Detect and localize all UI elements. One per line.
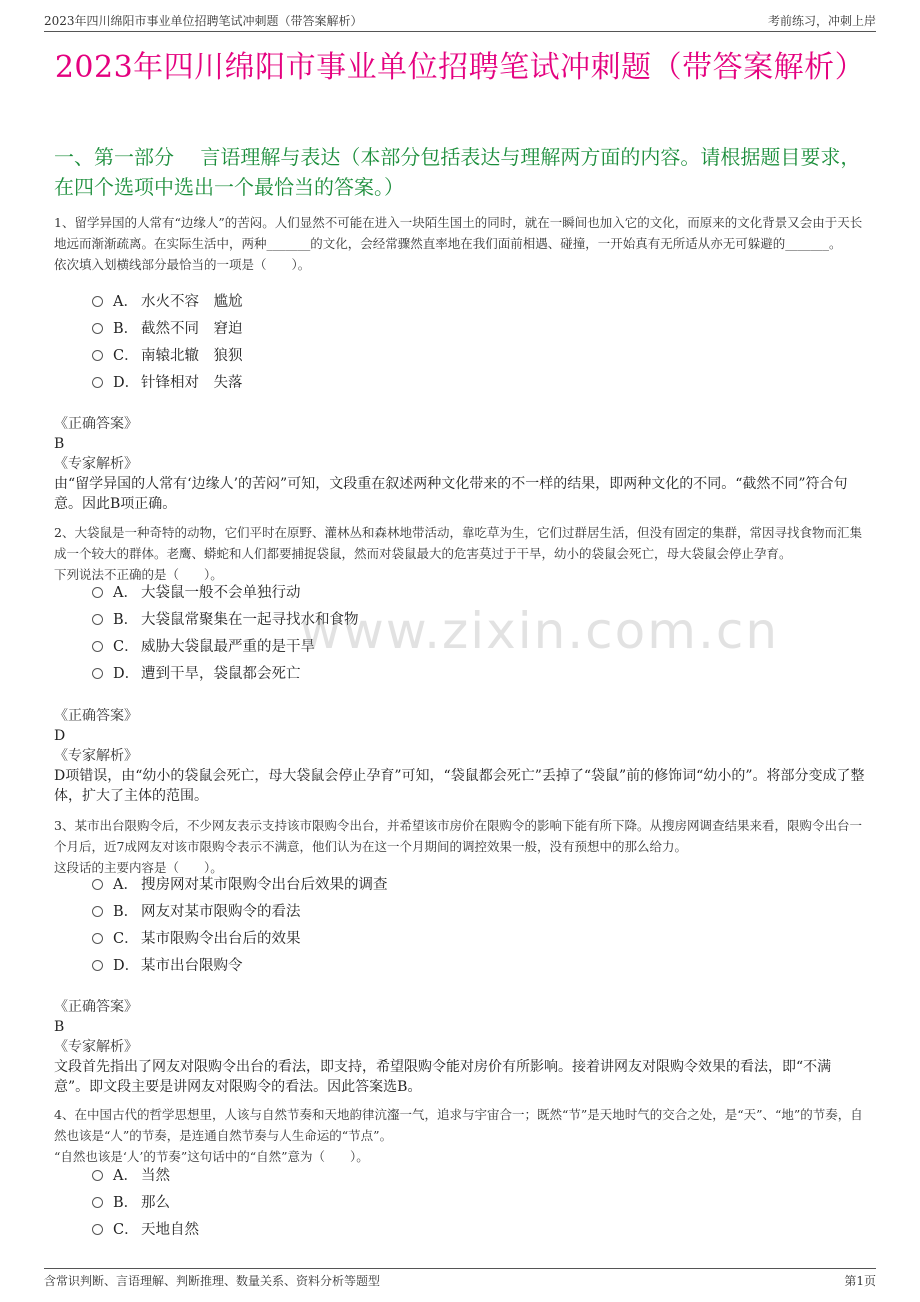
radio-icon[interactable] bbox=[92, 1197, 103, 1208]
options-q4 bbox=[92, 1163, 199, 1244]
radio-icon[interactable] bbox=[92, 377, 103, 388]
option-d[interactable]: D． 遭到干旱，袋鼠都会死亡 bbox=[92, 661, 359, 688]
option-b[interactable]: B． 大袋鼠常聚集在一起寻找水和食物 bbox=[92, 607, 359, 634]
answer-value: B bbox=[54, 1019, 65, 1035]
radio-icon[interactable] bbox=[92, 1170, 103, 1181]
header-left-text: 2023年四川绵阳市事业单位招聘笔试冲刺题（带答案解析） bbox=[44, 14, 363, 28]
option-c[interactable]: C． 天地自然 bbox=[92, 1217, 199, 1244]
header-right-text: 考前练习，冲刺上岸 bbox=[767, 14, 876, 28]
question-stem: 3、某市出台限购令后，不少网友表示支持该市限购令出台，并希望该市房价在限购令的影响下能有所下降。从搜房网调查结果来看，限购令出台一个月后，近7成网友对该市限购令表示不满意，他们认为在这一个月期间的调控效果一般，没有预想中的那么给力。 bbox=[54, 818, 862, 854]
radio-icon[interactable] bbox=[92, 906, 103, 917]
radio-icon[interactable] bbox=[92, 350, 103, 361]
page-header bbox=[44, 12, 876, 32]
analysis-label: 《专家解析》 bbox=[54, 1039, 138, 1055]
option-a[interactable]: A． 水火不容 尴尬 bbox=[92, 289, 243, 316]
analysis-label: 《专家解析》 bbox=[54, 456, 138, 472]
section-heading: 一、第一部分 言语理解与表达（本部分包括表达与理解两方面的内容。请根据题目要求，在四个选项中选出一个最恰当的答案。） bbox=[54, 145, 861, 199]
radio-icon[interactable] bbox=[92, 879, 103, 890]
answer-value: B bbox=[54, 436, 65, 452]
option-a[interactable]: A． 搜房网对某市限购令出台后效果的调查 bbox=[92, 872, 388, 899]
question-1 bbox=[54, 212, 866, 275]
answer-label: 《正确答案》 bbox=[54, 416, 138, 432]
option-a[interactable]: A． 大袋鼠一般不会单独行动 bbox=[92, 580, 359, 607]
question-stem: 1、留学异国的人常有“边缘人”的苦闷。人们显然不可能在进入一块陌生国土的同时，就在一瞬间也加入它的文化，而原来的文化背景又会由于天长地远而渐渐疏离。在实际生活中，两种_______的文化，会经常骤然直率地在我们面前相遇、碰撞，一开始真有无所适从亦无可躲避的_______。 bbox=[54, 215, 863, 251]
options-q3 bbox=[92, 872, 388, 980]
option-c[interactable]: C． 威胁大袋鼠最严重的是干旱 bbox=[92, 634, 359, 661]
option-b[interactable]: B． 那么 bbox=[92, 1190, 199, 1217]
answer-block-q1 bbox=[54, 414, 866, 514]
answer-block-q2 bbox=[54, 706, 866, 806]
answer-label: 《正确答案》 bbox=[54, 999, 138, 1015]
option-b[interactable]: B． 截然不同 窘迫 bbox=[92, 316, 243, 343]
question-stem: 2、大袋鼠是一种奇特的动物，它们平时在原野、灌林丛和森林地带活动，靠吃草为生，它们过群居生活，但没有固定的集群，常因寻找食物而汇集成一个较大的群体。老鹰、蟒蛇和人们都要捕捉袋鼠，然而对袋鼠最大的危害莫过于干旱，幼小的袋鼠会死亡，母大袋鼠会停止孕育。 bbox=[54, 525, 862, 561]
radio-icon[interactable] bbox=[92, 587, 103, 598]
answer-value: D bbox=[54, 728, 66, 744]
option-a[interactable]: A． 当然 bbox=[92, 1163, 199, 1190]
options-q1 bbox=[92, 289, 243, 397]
option-c[interactable]: C． 某市限购令出台后的效果 bbox=[92, 926, 388, 953]
option-d[interactable]: D． 针锋相对 失落 bbox=[92, 370, 243, 397]
question-3 bbox=[54, 815, 866, 878]
answer-block-q3 bbox=[54, 997, 866, 1097]
radio-icon[interactable] bbox=[92, 960, 103, 971]
radio-icon[interactable] bbox=[92, 323, 103, 334]
radio-icon[interactable] bbox=[92, 668, 103, 679]
question-4 bbox=[54, 1104, 866, 1167]
option-c[interactable]: C． 南辕北辙 狼狈 bbox=[92, 343, 243, 370]
analysis-label: 《专家解析》 bbox=[54, 748, 138, 764]
radio-icon[interactable] bbox=[92, 296, 103, 307]
analysis-text: D项错误，由“幼小的袋鼠会死亡，母大袋鼠会停止孕育”可知，“袋鼠都会死亡”丢掉了“袋鼠”前的修饰词“幼小的”。将部分变成了整体，扩大了主体的范围。 bbox=[54, 768, 865, 804]
option-d[interactable]: D． 某市出台限购令 bbox=[92, 953, 388, 980]
document-title: 2023年四川绵阳市事业单位招聘笔试冲刺题（带答案解析） bbox=[54, 50, 866, 85]
question-2 bbox=[54, 522, 866, 585]
question-prompt: 这段话的主要内容是（ ）。 bbox=[54, 860, 223, 875]
analysis-text: 文段首先指出了网友对限购令出台的看法，即支持，希望限购令能对房价有所影响。接着讲网友对限购令效果的看法，即“不满意”。即文段主要是讲网友对限购令的看法。因此答案选B。 bbox=[54, 1059, 832, 1095]
option-b[interactable]: B． 网友对某市限购令的看法 bbox=[92, 899, 388, 926]
radio-icon[interactable] bbox=[92, 1224, 103, 1235]
analysis-text: 由“留学异国的人常有‘边缘人’的苦闷”可知，文段重在叙述两种文化带来的不一样的结果，即两种文化的不同。“截然不同”符合句意。因此B项正确。 bbox=[54, 476, 848, 512]
question-prompt: 依次填入划横线部分最恰当的一项是（ ）。 bbox=[54, 257, 311, 272]
radio-icon[interactable] bbox=[92, 933, 103, 944]
page-number: 第1页 bbox=[844, 1274, 876, 1288]
watermark: www.zixin.com.cn bbox=[300, 602, 780, 660]
answer-label: 《正确答案》 bbox=[54, 708, 138, 724]
footer-divider bbox=[44, 1268, 876, 1269]
header-divider bbox=[44, 31, 876, 32]
question-prompt: “自然也该是‘人’的节奏”这句话中的“自然”意为（ ）。 bbox=[54, 1149, 369, 1164]
question-stem: 4、在中国古代的哲学思想里，人该与自然节奏和天地韵律沆瀣一气，追求与宇宙合一；既然“节”是天地时气的交合之处，是“天”、“地”的节奏，自然也该是“人”的节奏，是连通自然节奏与人生命运的“节点”。 bbox=[54, 1107, 863, 1143]
question-prompt: 下列说法不正确的是（ ）。 bbox=[54, 567, 223, 582]
footer-left-text: 含常识判断、言语理解、判断推理、数量关系、资料分析等题型 bbox=[44, 1274, 381, 1288]
radio-icon[interactable] bbox=[92, 614, 103, 625]
radio-icon[interactable] bbox=[92, 641, 103, 652]
